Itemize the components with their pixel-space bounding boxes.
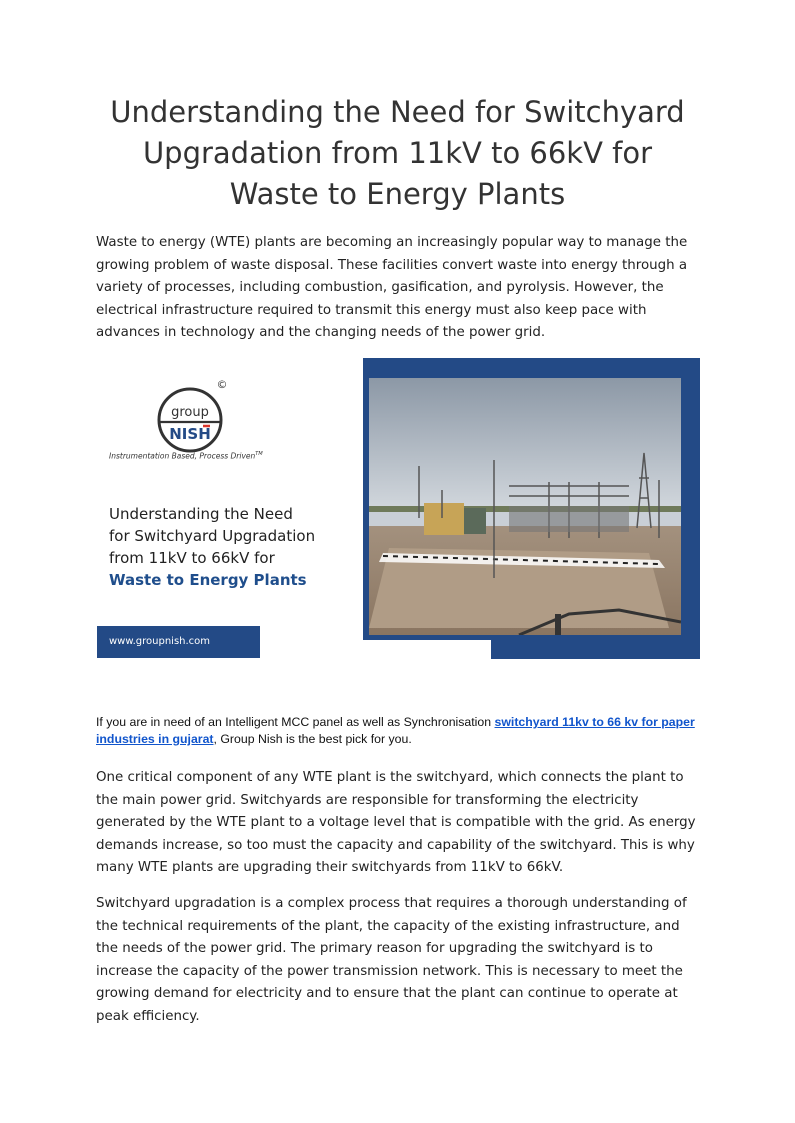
logo-tagline xyxy=(109,451,309,461)
upgradation-paragraph: Switchyard upgradation is a complex process that requires a thorough understanding of the technical requirements of the plant, the capacity of the existing infrastructure, and the needs of the power grid. The primary reason for upgrading the switchyard is to increase the capacity of the power transmission network. This is necessary to meet the growing demand for electricity and to ensure that the plant can continue to operate at peak efficiency. xyxy=(96,896,687,1024)
switchyard-photo-frame xyxy=(363,358,700,659)
banner-url-bar: www.groupnish.com xyxy=(97,626,260,658)
switchyard-photo xyxy=(369,378,681,635)
intro-paragraph: Waste to energy (WTE) plants are becoming an increasingly popular way to manage the growing problem of waste disposal. These facilities convert waste into energy through a variety of processes, including combustion, gasification, and pyrolysis. However, the electrical infrastructure required to transmit this energy must also keep pace with advances in technology and the changing needs of the power grid. xyxy=(96,235,688,341)
featured-banner-image xyxy=(96,358,700,659)
switchyard-service-link[interactable]: switchyard 11kv to 66 kv for paper industries in gujarat xyxy=(96,715,695,746)
tagline-text: Instrumentation Based, Process Driven xyxy=(109,451,256,461)
article-title: Understanding the Need for Switchyard Upgradation from 11kV to 66kV for Waste to Energy Plants xyxy=(110,95,685,211)
promo-text-before: If you are in need of an Intelligent MCC panel as well as Synchronisation xyxy=(96,715,495,729)
logo-nish-text: NISH xyxy=(169,425,211,443)
banner-heading xyxy=(109,503,359,591)
switchyard-paragraph: One critical component of any WTE plant is the switchyard, which connects the plant to the main power grid. Switchyards are responsible for transforming the electricity generated by the WTE plant to a voltage level that is compatible with the grid. As energy demands increase, so too must the capacity and capability of the switchyard. This is why many WTE plants are upgrading their switchyards from 11kV to 66kV. xyxy=(96,770,696,876)
copyright-icon: © xyxy=(216,378,228,391)
banner-heading-line3: from 11kV to 66kV for xyxy=(109,549,275,567)
banner-heading-highlight: Waste to Energy Plants xyxy=(109,571,307,589)
promo-paragraph xyxy=(96,714,696,748)
logo-group-text: group xyxy=(171,405,209,420)
banner-heading-line2: for Switchyard Upgradation xyxy=(109,527,316,545)
banner-heading-line1: Understanding the Need xyxy=(109,505,293,523)
promo-text-after: , Group Nish is the best pick for you. xyxy=(213,732,412,746)
trademark-mark: TM xyxy=(255,451,263,457)
